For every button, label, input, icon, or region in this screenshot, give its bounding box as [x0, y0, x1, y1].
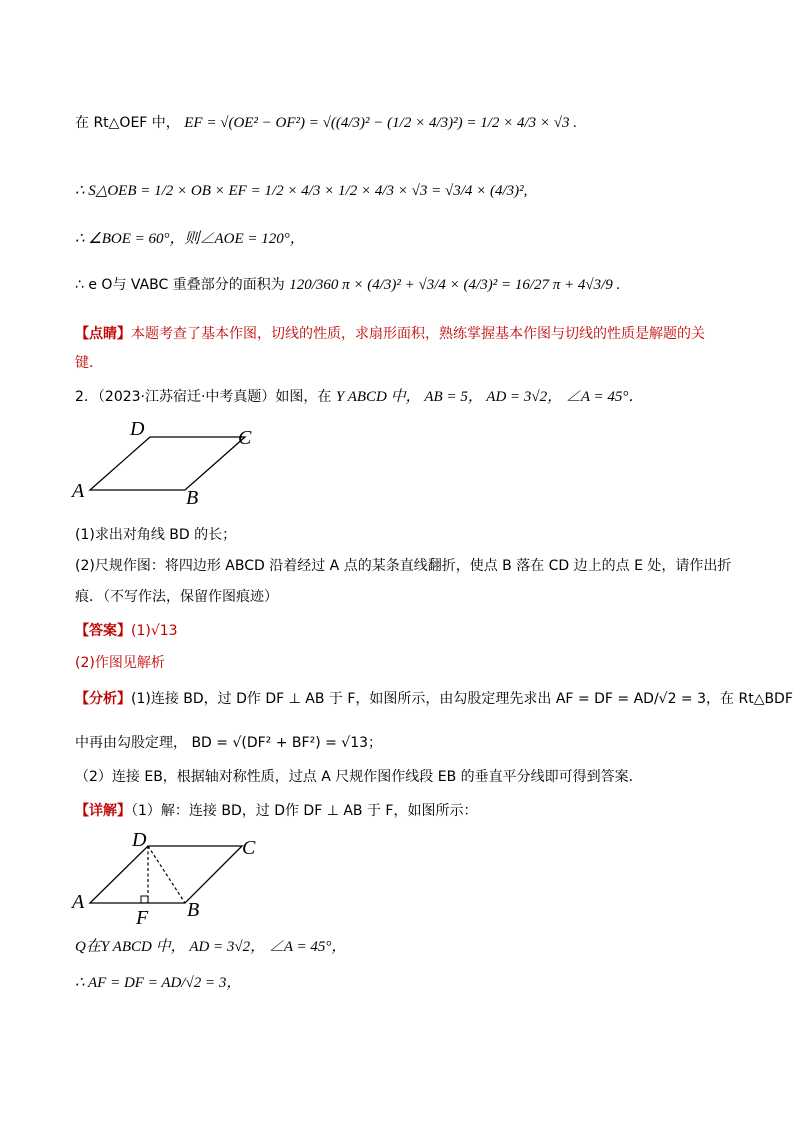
- question-1: [75, 524, 734, 546]
- line4-prefix: ∴ e O与 VABC 重叠部分的面积为: [75, 277, 285, 293]
- line1-prefix: 在 Rt△OEF 中，: [75, 115, 180, 131]
- detail-text: （1）解：连接 BD，过 D作 DF ⊥ AB 于 F，如图所示：: [131, 803, 478, 819]
- detail-tag: 【详解】: [75, 803, 131, 819]
- fig1-label-B: B: [186, 487, 199, 509]
- q2b-text: 痕．（不写作法，保留作图痕迹）: [75, 589, 278, 605]
- fig2-label-C: C: [242, 837, 256, 859]
- comment-text: 本题考查了基本作图，切线的性质，求扇形面积，熟练掌握基本作图与切线的性质是解题的关: [131, 326, 705, 342]
- answer-1: (1)√13: [131, 623, 178, 639]
- question-2: [75, 555, 734, 577]
- comment-paragraph: [75, 323, 734, 345]
- analysis-l3: （2）连接 EB，根据轴对称性质，过点 A 尺规作图作线段 EB 的垂直平分线即可得到答案．: [75, 769, 643, 785]
- answer-line-2: [75, 652, 734, 674]
- fig2-label-A: A: [72, 891, 85, 913]
- problem-num: 2．（2023·江苏宿迁·中考真题）如图，在: [75, 389, 332, 405]
- line1-expr: EF = √(OE² − OF²) = √((4/3)² − (1/2 × 4/3)²) = 1/2 × 4/3 × √3 .: [184, 115, 578, 131]
- right-angle-mark: [141, 896, 148, 903]
- line4-expr: 120/360 π × (4/3)² + √3/4 × (4/3)² = 16/27 π + 4√3/9 .: [289, 277, 621, 293]
- answer-line-1: [75, 620, 734, 642]
- step1-text: Q在Y ABCD 中， AD = 3√2， ∠A = 45°，: [75, 939, 347, 955]
- problem-rest: Y ABCD 中， AB = 5， AD = 3√2， ∠A = 45°．: [335, 389, 644, 405]
- answer-2: (2)作图见解析: [75, 655, 165, 671]
- comment-cont: [75, 352, 734, 374]
- fig1-label-C: C: [238, 427, 252, 449]
- step-line-1: [75, 936, 734, 958]
- fig2-label-D: D: [132, 829, 147, 851]
- parallelogram-shape: [90, 437, 245, 490]
- fig1-label-A: A: [72, 480, 85, 502]
- comment-cont-text: 键．: [75, 355, 103, 371]
- line2-expr: ∴ S△OEB = 1/2 × OB × EF = 1/2 × 4/3 × 1/2 × 4/3 × √3 = √3/4 × (4/3)²,: [75, 183, 528, 199]
- solution-line-3: [75, 228, 734, 250]
- line3-text: ∴ ∠BOE = 60°，则∠AOE = 120°，: [75, 231, 305, 247]
- analysis-line-3: [75, 766, 734, 788]
- fig2-label-F: F: [136, 907, 149, 928]
- analysis-line-1: [75, 688, 793, 710]
- q1-text: (1)求出对角线 BD 的长；: [75, 527, 237, 543]
- q2a-text: (2)尺规作图：将四边形 ABCD 沿着经过 A 点的某条直线翻折，使点 B 落在 CD 边上的点 E 处，请作出折: [75, 558, 732, 574]
- detail-line: [75, 800, 734, 822]
- analysis-tag: 【分析】: [75, 691, 131, 707]
- comment-tag: 【点睛】: [75, 326, 131, 342]
- diagonal-BD-dashed: [148, 846, 185, 903]
- answer-tag: 【答案】: [75, 623, 131, 639]
- step2-text: ∴ AF = DF = AD/√2 = 3，: [75, 975, 242, 991]
- fig2-label-B: B: [187, 899, 200, 921]
- solution-line-4: [75, 274, 734, 296]
- step-line-2: [75, 972, 734, 994]
- solution-line-2: [75, 180, 734, 202]
- parallelogram-figure-with-height: [70, 828, 270, 928]
- solution-line-1: [75, 112, 734, 134]
- question-2-cont: [75, 586, 734, 608]
- fig1-label-D: D: [130, 420, 145, 440]
- parallelogram-figure: [70, 420, 270, 510]
- problem-statement: [75, 386, 734, 408]
- analysis-line-2: [75, 732, 734, 754]
- analysis-l1: (1)连接 BD，过 D作 DF ⊥ AB 于 F，如图所示，由勾股定理先求出 AF = DF = AD/√2 = 3，在 Rt△BDF: [131, 691, 793, 707]
- analysis-l2: 中再由勾股定理， BD = √(DF² + BF²) = √13；: [75, 735, 383, 751]
